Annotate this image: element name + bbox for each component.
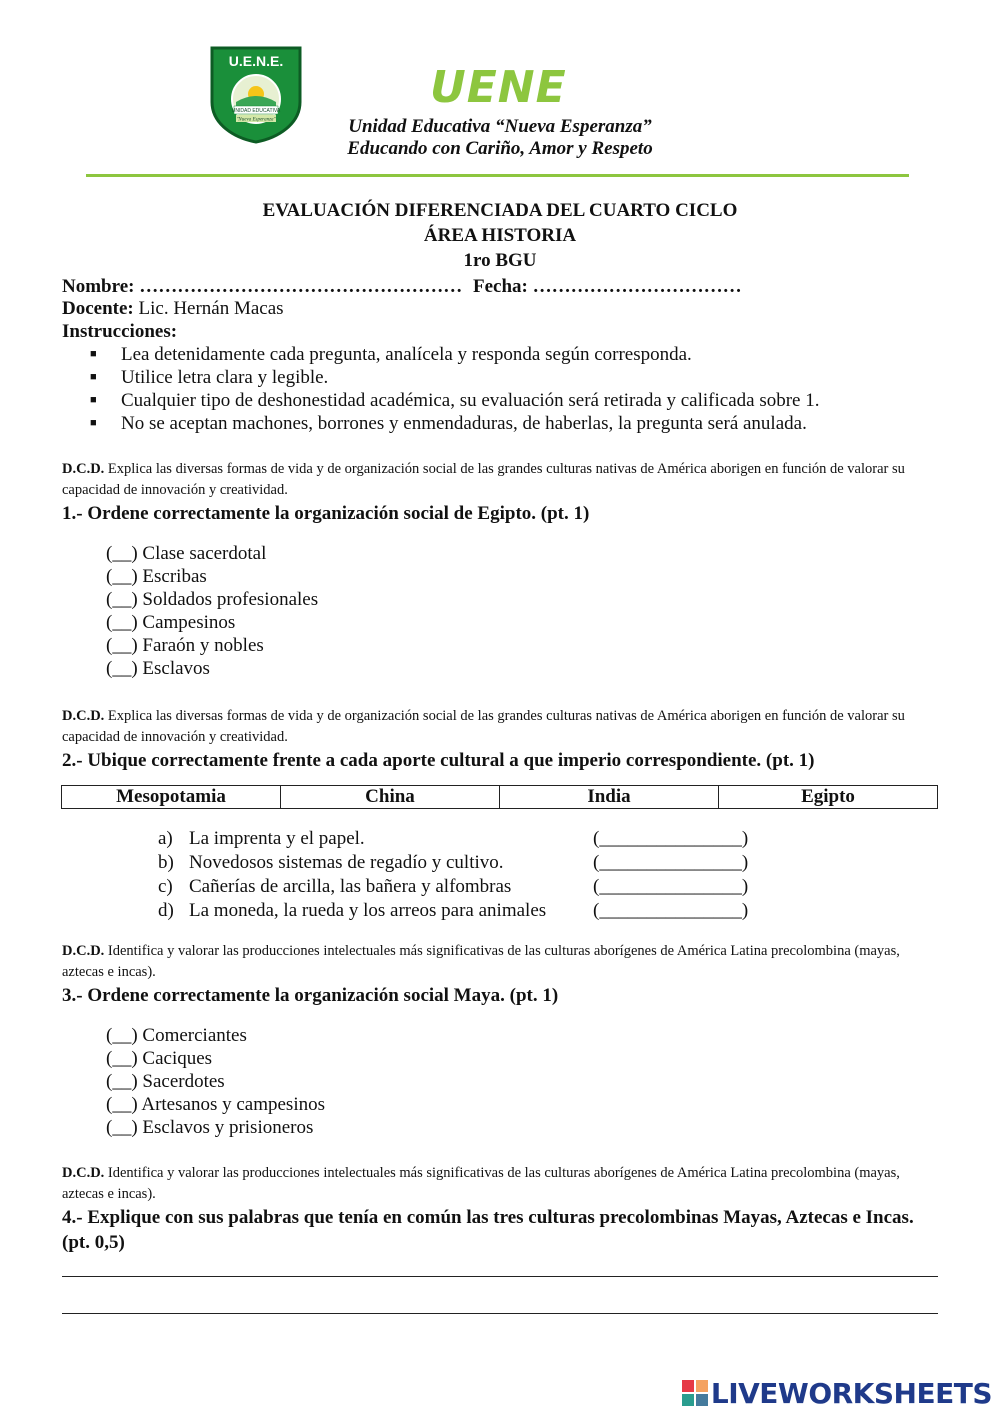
answer-blank[interactable]: (_______________) [593, 900, 749, 921]
order-option[interactable]: (__) Sacerdotes [106, 1071, 225, 1092]
empire-cell: Mesopotamia [62, 786, 281, 809]
order-option[interactable]: (__) Comerciantes [106, 1025, 247, 1046]
culture-item: c) Cañerías de arcilla, las bañera y alfombras [158, 876, 512, 897]
name-field[interactable]: …………………………………………… [139, 276, 463, 297]
liveworksheets-logo-icon [682, 1380, 708, 1406]
empires-table [61, 785, 938, 809]
logo-motto: "Nueva Esperanza" [236, 117, 276, 123]
date-field[interactable]: …………………………… [532, 276, 742, 297]
order-option[interactable]: (__) Esclavos [106, 658, 210, 679]
bullet-icon: ■ [90, 417, 97, 429]
area-title: ÁREA HISTORIA [423, 225, 577, 246]
teacher-value: Lic. Hernán Macas [138, 298, 284, 319]
answer-blank[interactable]: (_______________) [593, 828, 749, 849]
instructions-label: Instrucciones: [62, 321, 178, 342]
bullet-icon: ■ [90, 394, 97, 406]
dcd-block: D.C.D. Identifica y valorar las producciones intelectuales más significativas de las culturas aborígenes de América Latina precolombina (mayas, aztecas e incas). [62, 1165, 900, 1202]
grade-title: 1ro BGU [463, 250, 537, 271]
question-1-title: 1.- Ordene correctamente la organización social de Egipto. (pt. 1) [62, 503, 590, 524]
order-option[interactable]: (__) Soldados profesionales [106, 589, 319, 610]
exam-title: EVALUACIÓN DIFERENCIADA DEL CUARTO CICLO [262, 200, 738, 221]
dcd-block: D.C.D. Explica las diversas formas de vida y de organización social de las grandes culturas nativas de América aborigen en función de valorar su capacidad de innovación y creatividad. [62, 461, 905, 498]
school-name: Unidad Educativa “Nueva Esperanza” [348, 116, 652, 137]
answer-blank[interactable]: (_______________) [593, 852, 749, 873]
bullet-icon: ■ [90, 348, 97, 360]
date-label: Fecha: [472, 276, 528, 297]
name-date-row [62, 276, 742, 298]
liveworksheets-watermark: LIVEWORKSHEETS [682, 1377, 992, 1410]
instruction-item: ■ Cualquier tipo de deshonestidad académica, su evaluación será retirada y calificada sobre 1. [90, 390, 820, 411]
instruction-item: ■ Utilice letra clara y legible. [90, 367, 329, 388]
order-option[interactable]: (__) Caciques [106, 1048, 213, 1069]
logo-subtext: UNIDAD EDUCATIVA [231, 108, 281, 114]
culture-item: a) La imprenta y el papel. [158, 828, 365, 849]
instruction-item: ■ Lea detenidamente cada pregunta, analícela y responda según corresponda. [90, 344, 692, 365]
answer-line[interactable] [62, 1313, 938, 1314]
dcd-block: D.C.D. Explica las diversas formas de vida y de organización social de las grandes culturas nativas de América aborigen en función de valorar su capacidad de innovación y creatividad. [62, 708, 905, 745]
empire-cell: China [281, 786, 500, 809]
order-option[interactable]: (__) Campesinos [106, 612, 236, 633]
school-slogan: Educando con Cariño, Amor y Respeto [347, 138, 653, 159]
header-divider [86, 174, 909, 177]
order-option[interactable]: (__) Artesanos y campesinos [106, 1094, 325, 1115]
answer-line[interactable] [62, 1276, 938, 1277]
empire-cell: Egipto [719, 786, 938, 809]
brand-name: UENE [430, 62, 567, 113]
order-option[interactable]: (__) Escribas [106, 566, 207, 587]
name-label: Nombre: [62, 276, 135, 297]
instruction-item: ■ No se aceptan machones, borrones y enmendaduras, de haberlas, la pregunta será anulada. [90, 413, 807, 434]
order-option[interactable]: (__) Faraón y nobles [106, 635, 264, 656]
bullet-icon: ■ [90, 371, 97, 383]
order-option[interactable]: (__) Esclavos y prisioneros [106, 1117, 314, 1138]
question-4-title: 4.- Explique con sus palabras que tenía en común las tres culturas precolombinas Mayas, Aztecas e Incas. (pt. 0,5) [62, 1207, 914, 1253]
empire-cell: India [500, 786, 719, 809]
logo-text: U.E.N.E. [228, 53, 284, 69]
question-2-title: 2.- Ubique correctamente frente a cada aporte cultural a que imperio correspondiente. (pt. 1) [62, 750, 815, 771]
dcd-block: D.C.D. Identifica y valorar las producciones intelectuales más significativas de las culturas aborígenes de América Latina precolombina (mayas, aztecas e incas). [62, 943, 900, 980]
teacher-row [62, 298, 284, 320]
culture-item: d) La moneda, la rueda y los arreos para animales [158, 900, 547, 921]
school-logo [208, 44, 304, 144]
teacher-label: Docente: [62, 298, 134, 319]
answer-blank[interactable]: (_______________) [593, 876, 749, 897]
order-option[interactable]: (__) Clase sacerdotal [106, 543, 267, 564]
question-3-title: 3.- Ordene correctamente la organización social Maya. (pt. 1) [62, 985, 559, 1006]
culture-item: b) Novedosos sistemas de regadío y cultivo. [158, 852, 504, 873]
